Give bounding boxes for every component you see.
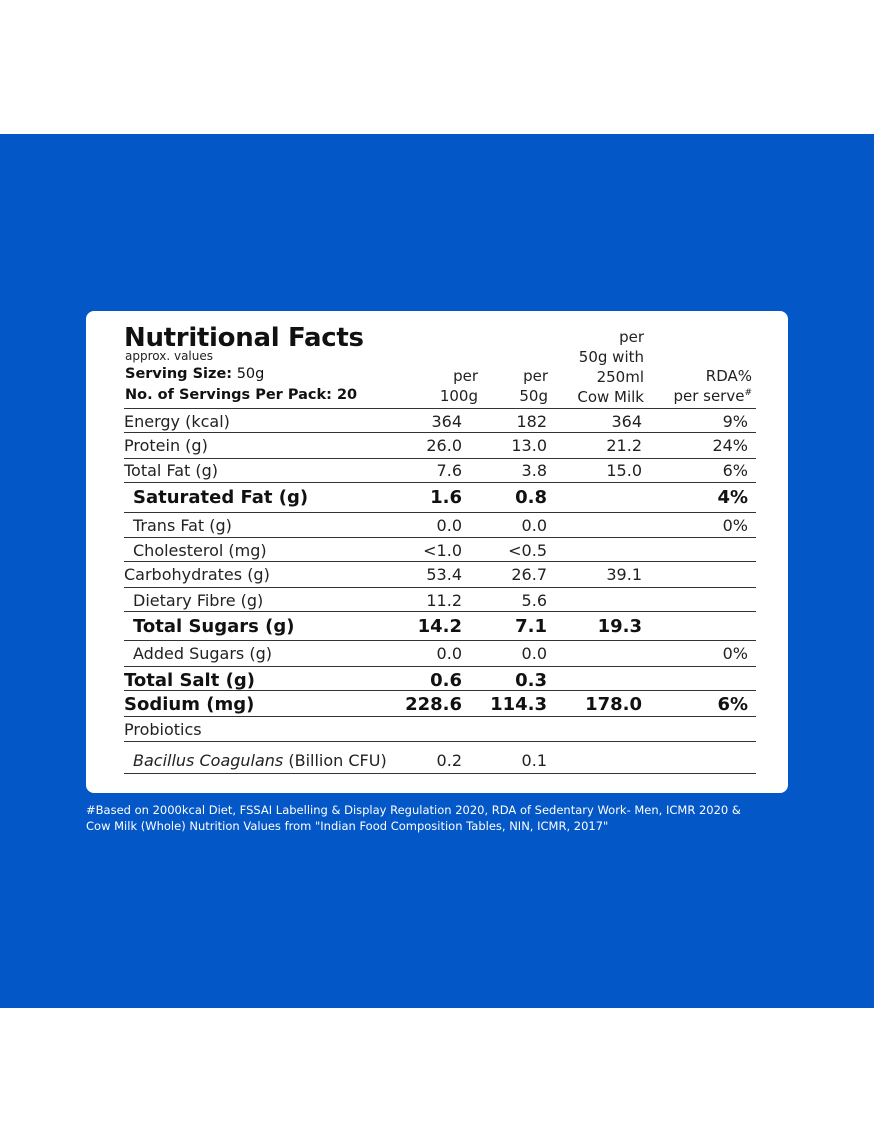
value-v2: 13.0 [511, 436, 547, 455]
footnote-mark: # [744, 388, 752, 398]
nutrient-name: Dietary Fibre (g) [133, 591, 264, 610]
footnote-line: #Based on 2000kcal Diet, FSSAI Labelling & Display Regulation 2020, RDA of Sedentary Work- Men, ICMR 2020 & [86, 803, 741, 817]
nutrient-name: Trans Fat (g) [133, 516, 232, 535]
table-row [124, 561, 756, 588]
value-v2: 26.7 [511, 565, 547, 584]
footnote-line: Cow Milk (Whole) Nutrition Values from "Indian Food Composition Tables, NIN, ICMR, 2017" [86, 819, 609, 833]
value-v1: 0.0 [436, 644, 462, 663]
column-header-per-100g [406, 366, 478, 406]
approx-values-note: approx. values [125, 349, 213, 363]
table-row [124, 587, 756, 612]
table-row [124, 512, 756, 538]
value-v1: 1.6 [430, 487, 462, 508]
value-v2: <0.5 [508, 541, 547, 560]
table-bottom-rule [124, 773, 756, 774]
nutrient-name: Cholesterol (mg) [133, 541, 267, 560]
value-v4: 24% [712, 436, 748, 455]
value-v2: 0.1 [521, 751, 547, 770]
value-v3: 19.3 [597, 616, 642, 637]
value-v1: 0.2 [436, 751, 462, 770]
value-v2: 0.0 [521, 516, 547, 535]
value-v2: 0.3 [515, 670, 547, 691]
serving-size [125, 366, 264, 382]
nutrient-name [133, 751, 387, 770]
value-v1: 0.0 [436, 516, 462, 535]
header-line: per [619, 328, 644, 346]
table-row [124, 741, 756, 774]
table-row [124, 716, 756, 742]
header-line: RDA% [705, 367, 752, 385]
value-v2: 0.8 [515, 487, 547, 508]
header-line: 250ml [596, 368, 644, 386]
value-v4: 9% [722, 412, 748, 431]
value-v3: 178.0 [585, 694, 642, 715]
value-v4: 4% [717, 487, 748, 508]
header-line: per [453, 367, 478, 385]
header-line: 50g with [578, 348, 644, 366]
table-row [124, 432, 756, 459]
value-v4: 0% [722, 516, 748, 535]
nutrient-name: Added Sugars (g) [133, 644, 272, 663]
nutrient-name: Saturated Fat (g) [133, 487, 309, 508]
header-line: 50g [519, 387, 548, 405]
value-v4: 0% [722, 644, 748, 663]
value-v2: 0.0 [521, 644, 547, 663]
nutrient-name: Total Salt (g) [124, 670, 255, 691]
column-header-rda [656, 366, 752, 406]
nutrient-name: Probiotics [124, 720, 202, 739]
value-v2: 182 [516, 412, 547, 431]
serving-size-label: Serving Size: [125, 366, 233, 382]
table-row [124, 458, 756, 483]
value-v3: 15.0 [606, 461, 642, 480]
nutrient-name: Energy (kcal) [124, 412, 230, 431]
nutrient-name-italic: Bacillus Coagulans [133, 751, 284, 770]
table-row [124, 408, 756, 433]
value-v2: 114.3 [490, 694, 547, 715]
value-v2: 7.1 [515, 616, 547, 637]
table-row [124, 666, 756, 691]
nutrient-name: Sodium (mg) [124, 694, 255, 715]
value-v3: 21.2 [606, 436, 642, 455]
value-v4: 6% [722, 461, 748, 480]
value-v2: 3.8 [521, 461, 547, 480]
table-row [124, 640, 756, 667]
nutrient-name-rest: (Billion CFU) [283, 751, 387, 770]
table-row [124, 482, 756, 513]
value-v3: 364 [611, 412, 642, 431]
value-v1: 228.6 [405, 694, 462, 715]
value-v1: 364 [431, 412, 462, 431]
value-v1: 0.6 [430, 670, 462, 691]
value-v1: 7.6 [436, 461, 462, 480]
table-row [124, 611, 756, 641]
serving-size-value: 50g [232, 366, 265, 382]
column-header-with-cow-milk [564, 327, 644, 407]
nutrient-name: Total Fat (g) [124, 461, 218, 480]
servings-per-pack: No. of Servings Per Pack: 20 [125, 387, 358, 403]
header-line: Cow Milk [577, 388, 644, 406]
nutrition-facts-card [86, 311, 788, 793]
header-text: per serve [673, 387, 745, 405]
nutrient-name: Total Sugars (g) [133, 616, 295, 637]
value-v1: 14.2 [417, 616, 462, 637]
header-line: 100g [439, 387, 478, 405]
value-v1: 11.2 [426, 591, 462, 610]
value-v3: 39.1 [606, 565, 642, 584]
header-line: per [523, 367, 548, 385]
value-v1: 53.4 [426, 565, 462, 584]
header-line [656, 386, 752, 406]
nutrition-title: Nutritional Facts [124, 323, 364, 353]
column-header-per-50g [486, 366, 548, 406]
nutrient-name: Carbohydrates (g) [124, 565, 270, 584]
table-row [124, 690, 756, 717]
value-v4: 6% [717, 694, 748, 715]
footnote [86, 802, 786, 834]
value-v1: 26.0 [426, 436, 462, 455]
value-v2: 5.6 [521, 591, 547, 610]
table-row [124, 537, 756, 562]
value-v1: <1.0 [423, 541, 462, 560]
nutrient-name: Protein (g) [124, 436, 208, 455]
